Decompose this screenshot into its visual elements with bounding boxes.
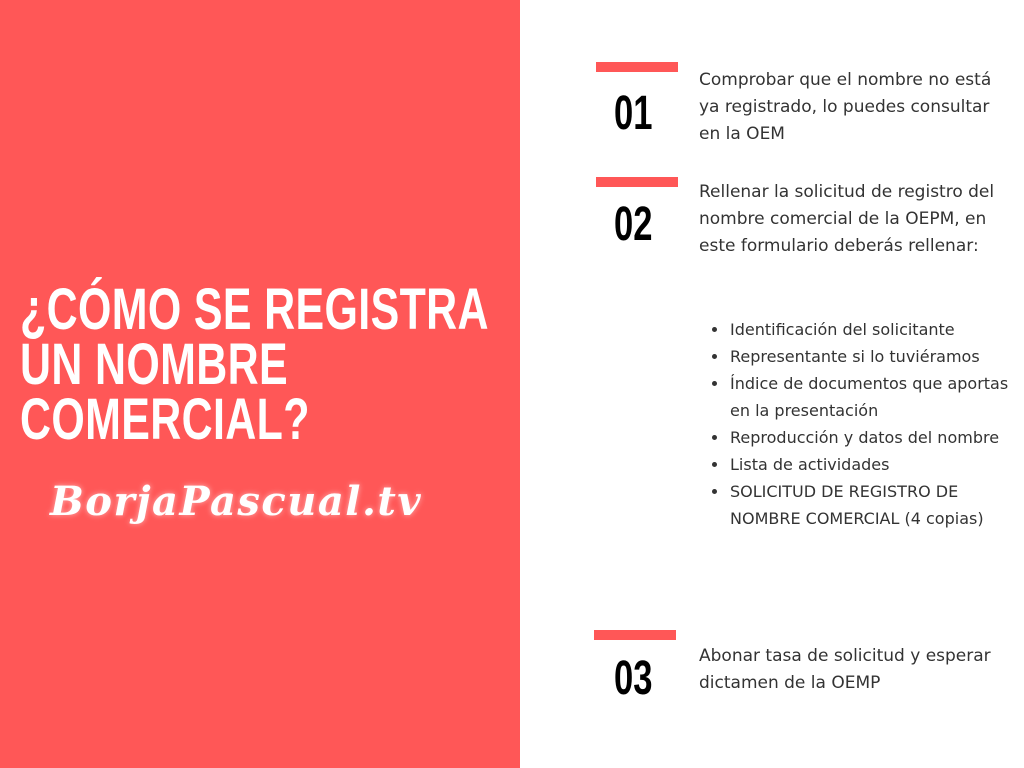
step-3-number: 03	[614, 652, 653, 705]
title-line-1: ¿CÓMO SE REGISTRA	[20, 277, 489, 342]
list-item: Lista de actividades	[712, 451, 1012, 478]
step-3-accent-bar	[594, 630, 676, 640]
list-item: SOLICITUD DE REGISTRO DE NOMBRE COMERCIAL (4 copias)	[712, 478, 1012, 532]
step-1-number: 01	[614, 87, 653, 140]
step-1-accent-bar	[596, 62, 678, 72]
step-2-text: Rellenar la solicitud de registro del nombre comercial de la OEPM, en este formulario deberás rellenar:	[699, 182, 995, 256]
step-2-number: 02	[614, 198, 653, 251]
step-2-bullet-list	[712, 316, 1012, 532]
list-item: Representante si lo tuviéramos	[712, 343, 1012, 370]
page-title	[20, 277, 489, 452]
list-item: Reproducción y datos del nombre	[712, 424, 1012, 451]
title-line-2: UN NOMBRE	[20, 332, 289, 397]
step-1-text: Comprobar que el nombre no está ya registrado, lo puedes consultar en la OEM	[699, 70, 992, 144]
list-item: Identificación del solicitante	[712, 316, 1012, 343]
list-item: Índice de documentos que aportas en la presentación	[712, 370, 1012, 424]
step-2-accent-bar	[596, 177, 678, 187]
brand-logo: BorjaPascual.tv	[50, 478, 423, 525]
step-3-text: Abonar tasa de solicitud y esperar dictamen de la OEMP	[699, 646, 991, 693]
title-line-3: COMERCIAL?	[20, 387, 310, 452]
